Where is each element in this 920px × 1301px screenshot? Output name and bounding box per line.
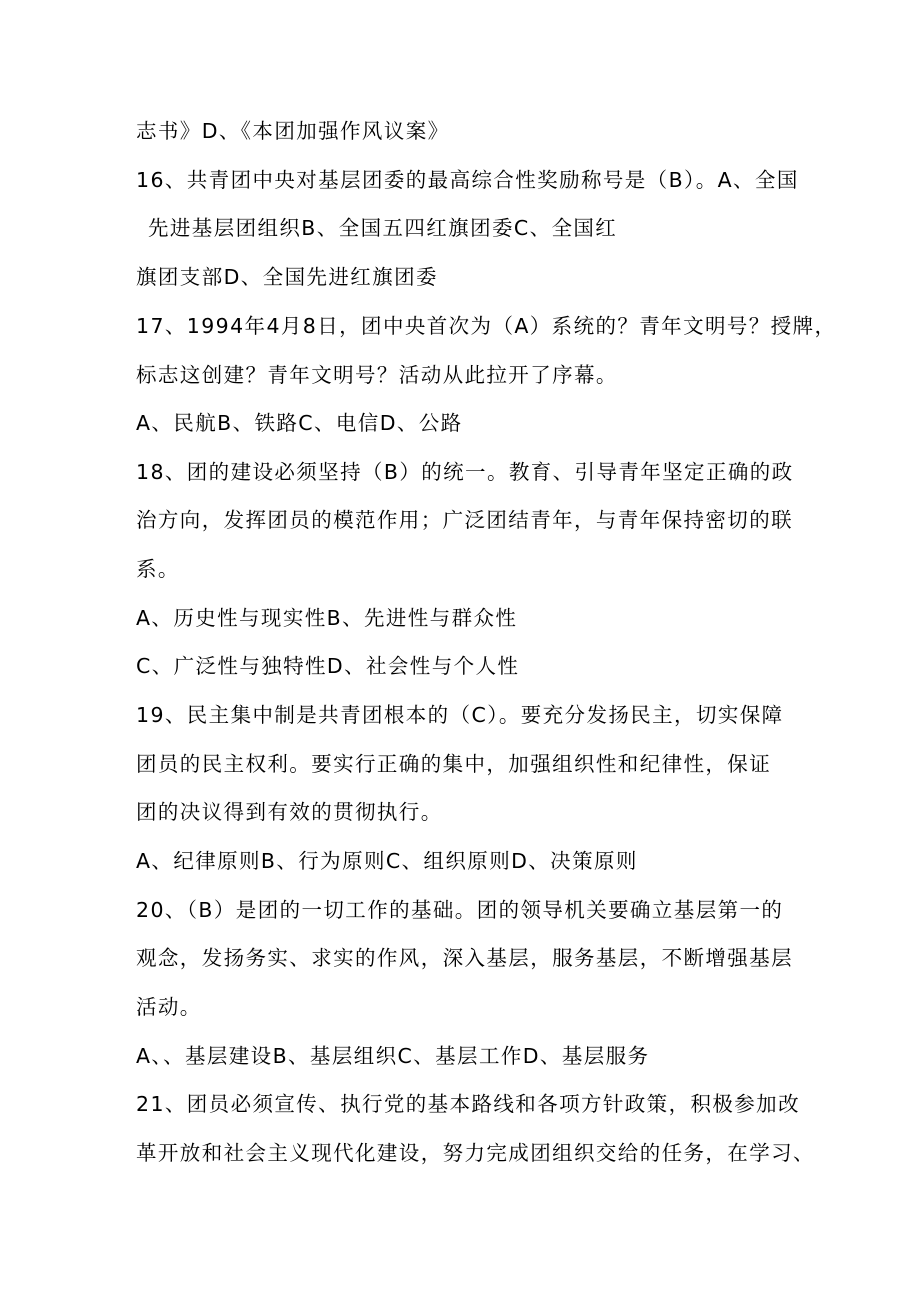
question-19: 19、民主集中制是共青团根本的（C）。要充分发扬民主，切实保障 xyxy=(136,703,784,727)
answer-options: A、民航B、铁路C、电信D、公路 xyxy=(136,411,463,435)
text-line: 观念，发扬务实、求实的作风，深入基层，服务基层，不断增强基层 xyxy=(136,946,793,970)
answer-options: A、、基层建设B、基层组织C、基层工作D、基层服务 xyxy=(136,1044,650,1068)
text-line: 治方向，发挥团员的模范作用；广泛团结青年，与青年保持密切的联 xyxy=(136,508,793,532)
text-line: 系。 xyxy=(136,557,180,581)
text-line: 旗团支部D、全国先进红旗团委 xyxy=(136,265,438,289)
question-21: 21、团员必须宣传、执行党的基本路线和各项方针政策，积极参加改 xyxy=(136,1092,800,1116)
text-line: 志书》D、《本团加强作风议案》 xyxy=(136,119,450,143)
question-17: 17、1994年4月8日，团中央首次为（A）系统的？青年文明号？授牌， xyxy=(136,314,837,338)
question-18: 18、团的建设必须坚持（B）的统一。教育、引导青年坚定正确的政 xyxy=(136,460,794,484)
text-line: 活动。 xyxy=(136,995,202,1019)
text-line: 团员的民主权利。要实行正确的集中，加强组织性和纪律性，保证 xyxy=(136,752,772,776)
answer-options: A、纪律原则B、行为原则C、组织原则D、决策原则 xyxy=(136,849,638,873)
question-20: 20、（B）是团的一切工作的基础。团的领导机关要确立基层第一的 xyxy=(136,898,784,922)
text-line: 团的决议得到有效的贯彻执行。 xyxy=(136,800,443,824)
text-line: 先进基层团组织B、全国五四红旗团委C、全国红 xyxy=(148,216,618,240)
text-line: 革开放和社会主义现代化建设，努力完成团组织交给的任务，在学习、 xyxy=(136,1141,815,1165)
answer-options: C、广泛性与独特性D、社会性与个人性 xyxy=(136,654,520,678)
question-16: 16、共青团中央对基层团委的最高综合性奖励称号是（B）。A、全国 xyxy=(136,168,799,192)
answer-options: A、历史性与现实性B、先进性与群众性 xyxy=(136,606,518,630)
text-line: 标志这创建？青年文明号？活动从此拉开了序幕。 xyxy=(136,363,618,387)
